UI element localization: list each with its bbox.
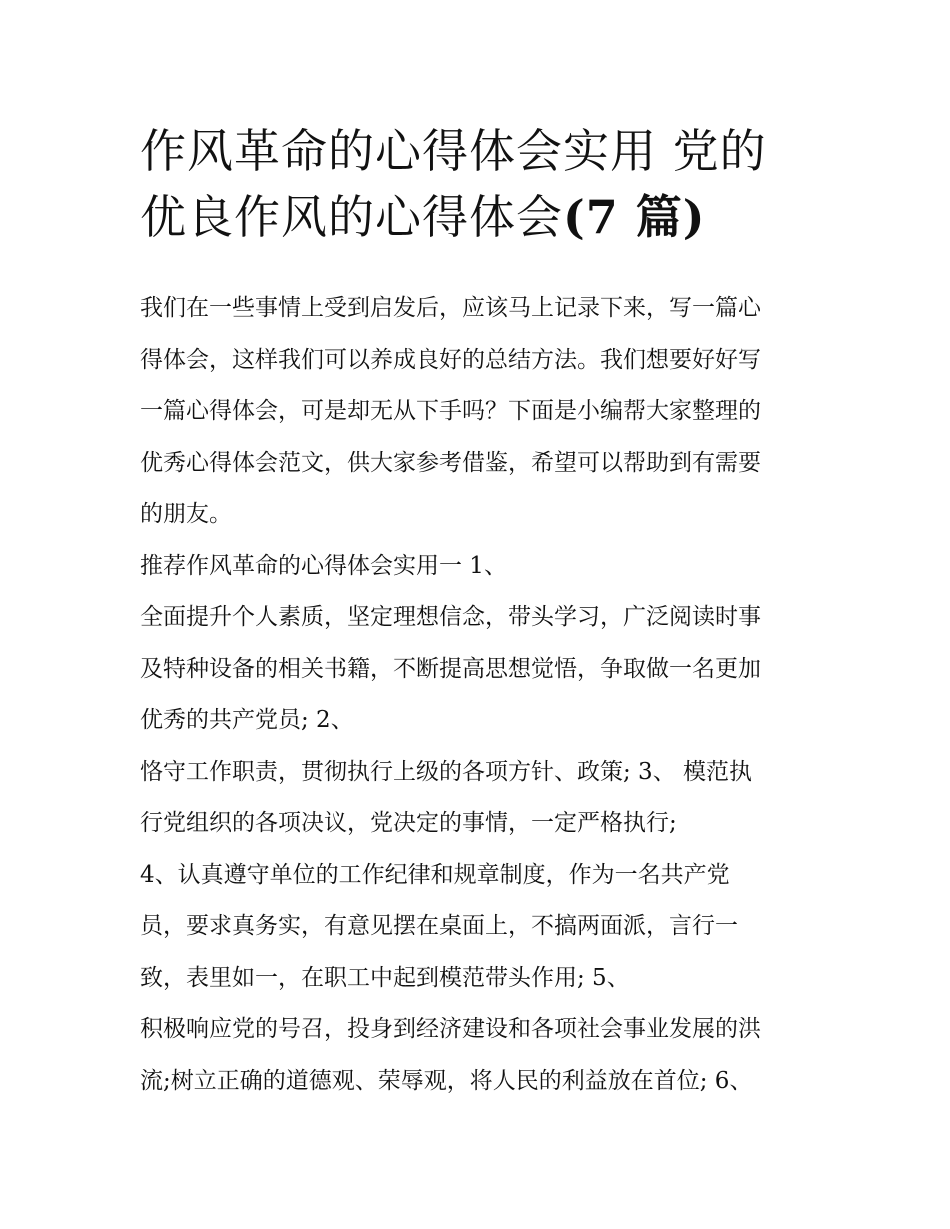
- body-line: 优秀的共产党员; 2、: [140, 707, 354, 733]
- title-line-2: [140, 184, 830, 250]
- body-line: 致，表里如一，在职工中起到模范带头作用; 5、: [140, 964, 630, 991]
- body-line: 优秀心得体会范文，供大家参考借鉴，希望可以帮助到有需要: [140, 449, 761, 476]
- body-line: 恪守工作职责，贯彻执行上级的各项方针、政策; 3、 模范执: [140, 758, 753, 785]
- title-line-1: [140, 118, 830, 184]
- body-line: 流;树立正确的道德观、荣辱观，将人民的利益放在首位; 6、: [140, 1067, 753, 1094]
- body-line: 得体会，这样我们可以养成良好的总结方法。我们想要好好写: [140, 346, 761, 373]
- body-line: 的朋友。: [140, 501, 232, 527]
- body-line: 全面提升个人素质，坚定理想信念，带头学习，广泛阅读时事: [140, 604, 761, 630]
- body-line: 4、认真遵守单位的工作纪律和规章制度，作为一名共产党: [140, 861, 730, 888]
- body-line: 推荐作风革命的心得体会实用一 1、: [140, 552, 507, 579]
- title-line-2-text: 优良作风的心得体会: [140, 190, 563, 244]
- body-line: 积极响应党的号召，投身到经济建设和各项社会事业发展的洪: [140, 1016, 761, 1042]
- body-line: 一篇心得体会，可是却无从下手吗？下面是小编帮大家整理的: [140, 398, 761, 424]
- body-line: 我们在一些事情上受到启发后，应该马上记录下来，写一篇心: [140, 295, 761, 321]
- title-count: (7 篇): [563, 190, 706, 244]
- document-body: [140, 283, 830, 1107]
- body-line: 员，要求真务实，有意见摆在桌面上，不搞两面派，言行一: [140, 913, 738, 939]
- title-line-1-text: 作风革命的心得体会实用 党的: [140, 124, 767, 178]
- body-line: 行党组织的各项决议，党决定的事情，一定严格执行;: [140, 810, 677, 836]
- body-line: 及特种设备的相关书籍，不断提高思想觉悟，争取做一名更加: [140, 655, 761, 682]
- document-title: [140, 118, 830, 250]
